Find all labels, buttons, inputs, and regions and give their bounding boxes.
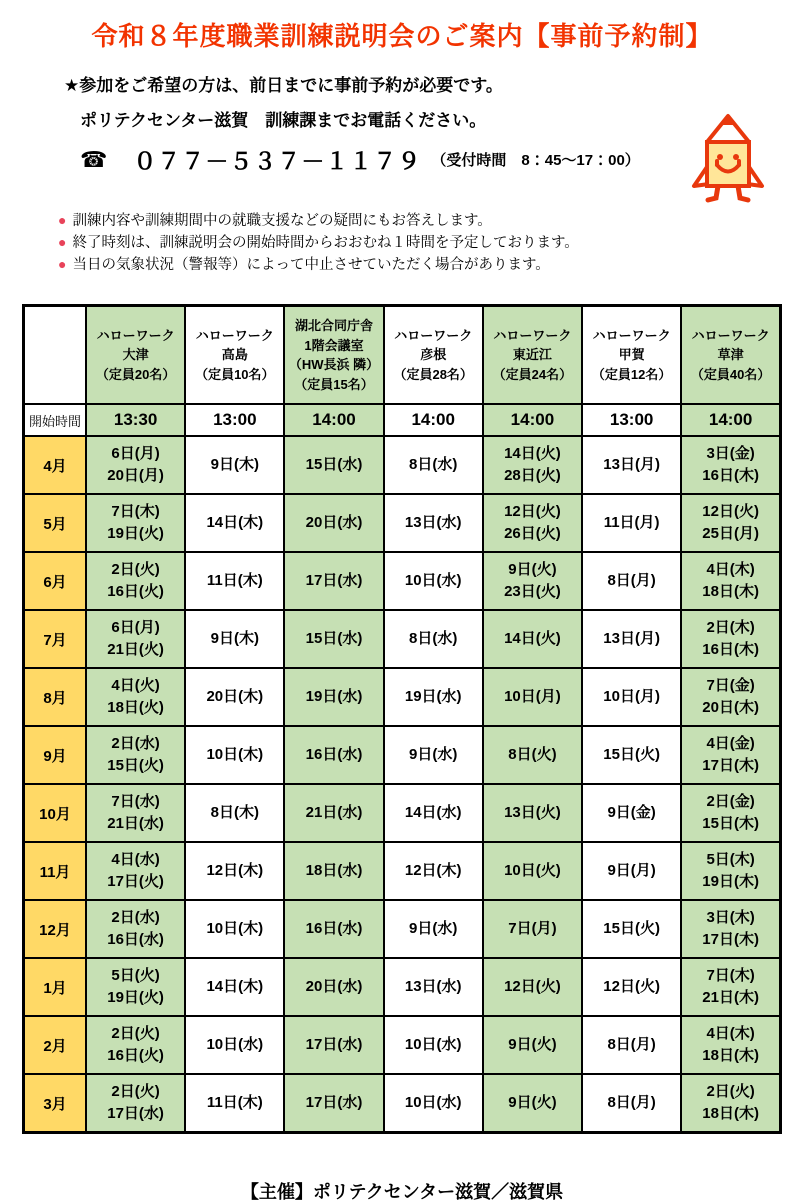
schedule-head: [24, 306, 781, 437]
month-cell: 4月: [24, 436, 87, 494]
start-time-row: [24, 404, 781, 436]
venue-header-row: [24, 306, 781, 405]
date-cell: 10日(水): [384, 1016, 483, 1074]
date-cell: 16日(水): [284, 900, 383, 958]
date-cell: 4日(木) 18日(木): [681, 1016, 780, 1074]
date-cell: 8日(月): [582, 1016, 681, 1074]
start-time-cell: 13:00: [185, 404, 284, 436]
month-row: [24, 726, 781, 784]
date-cell: 9日(木): [185, 610, 284, 668]
date-cell: 8日(水): [384, 610, 483, 668]
date-cell: 14日(木): [185, 494, 284, 552]
date-cell: 6日(月) 20日(月): [86, 436, 185, 494]
date-cell: 13日(水): [384, 494, 483, 552]
date-cell: 17日(水): [284, 1016, 383, 1074]
date-cell: 8日(木): [185, 784, 284, 842]
start-time-cell: 13:30: [86, 404, 185, 436]
schedule-body: [24, 436, 781, 1133]
bullet-text: 終了時刻は、訓練説明会の開始時間からおおむね１時間を予定しております。: [72, 235, 579, 251]
date-cell: 14日(火) 28日(火): [483, 436, 582, 494]
month-cell: 3月: [24, 1074, 87, 1133]
date-cell: 7日(木) 19日(火): [86, 494, 185, 552]
month-row: [24, 610, 781, 668]
date-cell: 12日(木): [384, 842, 483, 900]
month-row: [24, 552, 781, 610]
venue-header: 湖北合同庁舎 1階会議室 （HW長浜 隣） （定員15名）: [284, 306, 383, 405]
date-cell: 10日(水): [384, 552, 483, 610]
bullet-dot-icon: ●: [58, 256, 67, 272]
month-cell: 10月: [24, 784, 87, 842]
date-cell: 13日(水): [384, 958, 483, 1016]
date-cell: 12日(火): [483, 958, 582, 1016]
bullet-dot-icon: ●: [58, 212, 67, 228]
venue-header: ハローワーク 大津 （定員20名）: [86, 306, 185, 405]
date-cell: 15日(水): [284, 610, 383, 668]
month-cell: 8月: [24, 668, 87, 726]
start-time-cell: 13:00: [582, 404, 681, 436]
date-cell: 15日(水): [284, 436, 383, 494]
date-cell: 8日(月): [582, 552, 681, 610]
date-cell: 19日(水): [284, 668, 383, 726]
month-row: [24, 668, 781, 726]
month-row: [24, 958, 781, 1016]
month-row: [24, 784, 781, 842]
date-cell: 8日(水): [384, 436, 483, 494]
start-time-cell: 14:00: [284, 404, 383, 436]
corner-cell: [24, 306, 87, 405]
page-title: 令和８年度職業訓練説明会のご案内【事前予約制】: [91, 21, 713, 51]
date-cell: 15日(火): [582, 900, 681, 958]
date-cell: 13日(月): [582, 436, 681, 494]
date-cell: 3日(木) 17日(木): [681, 900, 780, 958]
date-cell: 13日(火): [483, 784, 582, 842]
date-cell: 9日(水): [384, 726, 483, 784]
date-cell: 7日(金) 20日(木): [681, 668, 780, 726]
date-cell: 16日(水): [284, 726, 383, 784]
date-cell: 19日(水): [384, 668, 483, 726]
month-row: [24, 1016, 781, 1074]
date-cell: 15日(火): [582, 726, 681, 784]
date-cell: 2日(火) 18日(木): [681, 1074, 780, 1133]
pencil-rocket-mascot-icon: [688, 112, 768, 208]
date-cell: 9日(木): [185, 436, 284, 494]
start-time-cell: 14:00: [384, 404, 483, 436]
date-cell: 18日(水): [284, 842, 383, 900]
date-cell: 12日(火): [582, 958, 681, 1016]
venue-header: ハローワーク 甲賀 （定員12名）: [582, 306, 681, 405]
date-cell: 4日(火) 18日(火): [86, 668, 185, 726]
date-cell: 20日(水): [284, 494, 383, 552]
date-cell: 7日(月): [483, 900, 582, 958]
phone-hours: （受付時間 8：45～17：00）: [431, 152, 640, 169]
date-cell: 13日(月): [582, 610, 681, 668]
bullet-text: 訓練内容や訓練期間中の就職支援などの疑問にもお答えします。: [72, 213, 492, 229]
month-cell: 12月: [24, 900, 87, 958]
bullet-item: [58, 210, 804, 232]
date-cell: 12日(木): [185, 842, 284, 900]
date-cell: 9日(火): [483, 1016, 582, 1074]
date-cell: 7日(水) 21日(水): [86, 784, 185, 842]
start-time-label: 開始時間: [24, 404, 87, 436]
month-row: [24, 842, 781, 900]
date-cell: 11日(木): [185, 552, 284, 610]
bullet-dot-icon: ●: [58, 234, 67, 250]
date-cell: 2日(水) 15日(火): [86, 726, 185, 784]
month-row: [24, 900, 781, 958]
schedule-table: [22, 304, 782, 1134]
date-cell: 9日(火): [483, 1074, 582, 1133]
date-cell: 4日(木) 18日(木): [681, 552, 780, 610]
date-cell: 2日(木) 16日(木): [681, 610, 780, 668]
date-cell: 2日(火) 16日(火): [86, 552, 185, 610]
date-cell: 12日(火) 25日(月): [681, 494, 780, 552]
venue-header: ハローワーク 草津 （定員40名）: [681, 306, 780, 405]
date-cell: 2日(火) 16日(火): [86, 1016, 185, 1074]
date-cell: 2日(金) 15日(木): [681, 784, 780, 842]
date-cell: 20日(水): [284, 958, 383, 1016]
date-cell: 9日(水): [384, 900, 483, 958]
date-cell: 10日(水): [185, 1016, 284, 1074]
organizer-footer: 【主催】ポリテクセンター滋賀／滋賀県: [240, 1182, 564, 1202]
date-cell: 8日(月): [582, 1074, 681, 1133]
date-cell: 12日(火) 26日(火): [483, 494, 582, 552]
venue-header: ハローワーク 東近江 （定員24名）: [483, 306, 582, 405]
bullet-text: 当日の気象状況（警報等）によって中止させていただく場合があります。: [72, 257, 550, 273]
month-row: [24, 494, 781, 552]
contact-note: ポリテクセンター滋賀 訓練課までお電話ください。: [80, 111, 487, 130]
date-cell: 9日(火) 23日(火): [483, 552, 582, 610]
date-cell: 14日(木): [185, 958, 284, 1016]
date-cell: 10日(火): [483, 842, 582, 900]
date-cell: 10日(月): [582, 668, 681, 726]
date-cell: 9日(月): [582, 842, 681, 900]
month-cell: 7月: [24, 610, 87, 668]
date-cell: 11日(木): [185, 1074, 284, 1133]
bullet-item: [58, 232, 804, 254]
date-cell: 20日(木): [185, 668, 284, 726]
month-row: [24, 1074, 781, 1133]
start-time-cell: 14:00: [681, 404, 780, 436]
month-cell: 1月: [24, 958, 87, 1016]
date-cell: 6日(月) 21日(火): [86, 610, 185, 668]
date-cell: 21日(水): [284, 784, 383, 842]
venue-header: ハローワーク 高島 （定員10名）: [185, 306, 284, 405]
month-cell: 5月: [24, 494, 87, 552]
month-cell: 9月: [24, 726, 87, 784]
date-cell: 9日(金): [582, 784, 681, 842]
date-cell: 5日(火) 19日(火): [86, 958, 185, 1016]
month-row: [24, 436, 781, 494]
month-cell: 2月: [24, 1016, 87, 1074]
date-cell: 17日(水): [284, 552, 383, 610]
date-cell: 10日(木): [185, 726, 284, 784]
date-cell: 10日(月): [483, 668, 582, 726]
date-cell: 2日(火) 17日(水): [86, 1074, 185, 1133]
date-cell: 5日(木) 19日(木): [681, 842, 780, 900]
phone-number: ０７７－５３７－１１７９: [133, 148, 422, 174]
date-cell: 10日(木): [185, 900, 284, 958]
date-cell: 17日(水): [284, 1074, 383, 1133]
phone-icon: ☎: [80, 146, 108, 172]
date-cell: 3日(金) 16日(木): [681, 436, 780, 494]
start-time-cell: 14:00: [483, 404, 582, 436]
reservation-note: ★参加をご希望の方は、前日までに事前予約が必要です。: [64, 76, 503, 95]
date-cell: 14日(火): [483, 610, 582, 668]
month-cell: 11月: [24, 842, 87, 900]
date-cell: 2日(水) 16日(水): [86, 900, 185, 958]
date-cell: 11日(月): [582, 494, 681, 552]
info-bullet-list: [58, 210, 804, 276]
date-cell: 8日(火): [483, 726, 582, 784]
date-cell: 4日(金) 17日(木): [681, 726, 780, 784]
bullet-item: [58, 254, 804, 276]
date-cell: 4日(水) 17日(火): [86, 842, 185, 900]
venue-header: ハローワーク 彦根 （定員28名）: [384, 306, 483, 405]
date-cell: 7日(木) 21日(木): [681, 958, 780, 1016]
month-cell: 6月: [24, 552, 87, 610]
date-cell: 14日(水): [384, 784, 483, 842]
date-cell: 10日(水): [384, 1074, 483, 1133]
